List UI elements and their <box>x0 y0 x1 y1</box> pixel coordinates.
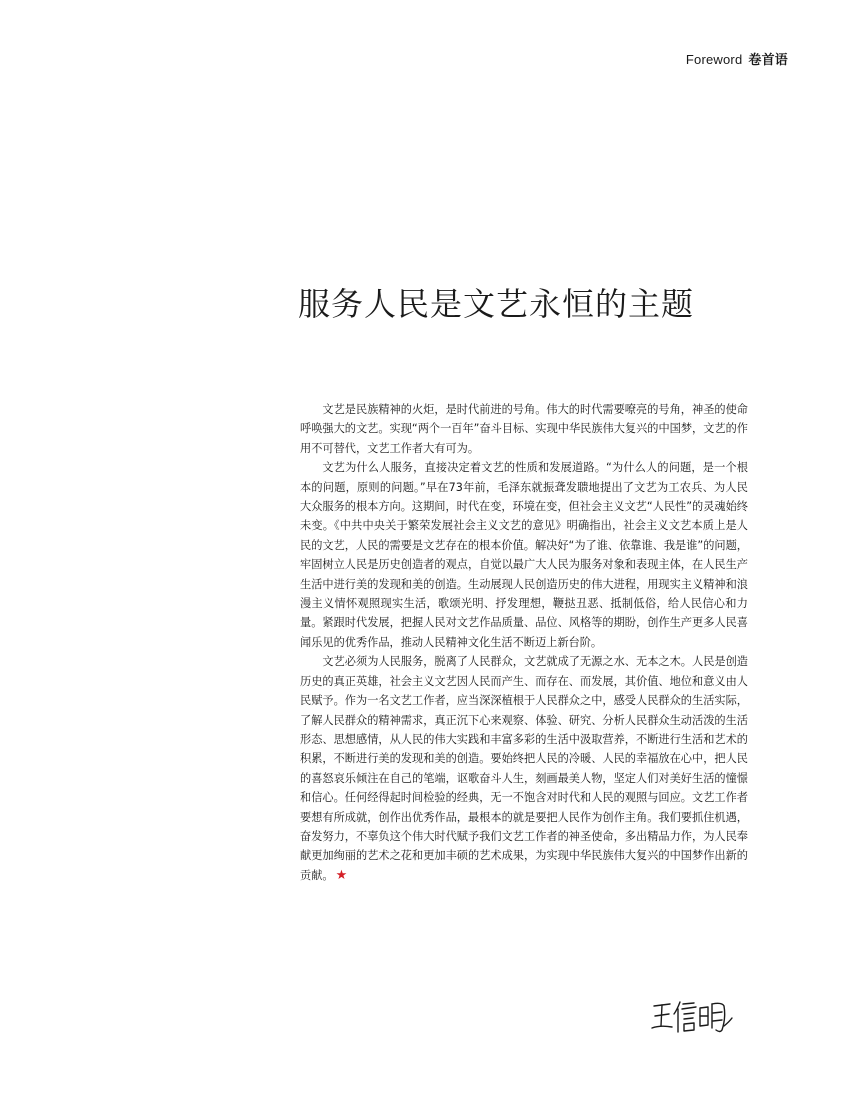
section-label-en: Foreword <box>685 52 743 67</box>
paragraph: 文艺是民族精神的火炬，是时代前进的号角。伟大的时代需要嘹亮的号角，神圣的使命呼唤强大的文艺。实现“两个一百年”奋斗目标、实现中华民族伟大复兴的中国梦，文艺的作用不可替代，文艺工作者大有可为。 <box>300 403 748 455</box>
handwritten-signature <box>650 996 734 1036</box>
end-star-icon: ★ <box>335 867 348 883</box>
article-body <box>300 400 748 885</box>
paragraph: 文艺为什么人服务，直接决定着文艺的性质和发展道路。“为什么人的问题，是一个根本的问题，原则的问题。”早在73年前，毛泽东就振聋发聩地提出了文艺为工农兵、为人民大众服务的根本方向。这期间，时代在变，环境在变，但社会主义文艺“人民性”的灵魂始终未变。《中共中央关于繁荣发展社会主义文艺的意见》明确指出，社会主义文艺本质上是人民的文艺，人民的需要是文艺存在的根本价值。解决好“为了谁、依靠谁、我是谁”的问题，牢固树立人民是历史创造者的观点，自觉以最广大人民为服务对象和表现主体，在人民生产生活中进行美的发现和美的创造。生动展现人民创造历史的伟大进程，用现实主义精神和浪漫主义情怀观照现实生活，歌颂光明、抒发理想，鞭挞丑恶、抵制低俗，给人民信心和力量。紧跟时代发展，把握人民对文艺作品质量、品位、风格等的期盼，创作生产更多人民喜闻乐见的优秀作品，推动人民精神文化生活不断迈上新台阶。 <box>300 461 748 649</box>
section-label-zh: 卷首语 <box>748 52 788 67</box>
running-header <box>686 49 788 68</box>
paragraph <box>300 652 748 885</box>
paragraph-text: 文艺必须为人民服务，脱离了人民群众，文艺就成了无源之水、无本之木。人民是创造历史的真正英雄，社会主义文艺因人民而产生、而存在、而发展，其价值、地位和意义由人民赋予。作为一名文艺工作者，应当深深植根于人民群众之中，感受人民群众的生活实际，了解人民群众的精神需求，真正沉下心来观察、体验、研究、分析人民群众生动活泼的生活形态、思想感情，从人民的伟大实践和丰富多彩的生活中汲取营养，不断进行生活和艺术的积累，不断进行美的发现和美的创造。要始终把人民的冷暖、人民的幸福放在心中，把人民的喜怒哀乐倾注在自己的笔端，讴歌奋斗人生，刻画最美人物，坚定人们对美好生活的憧憬和信心。任何经得起时间检验的经典，无一不饱含对时代和人民的观照与回应。文艺工作者要想有所成就，创作出优秀作品，最根本的就是要把人民作为创作主角。我们要抓住机遇，奋发努力，不辜负这个伟大时代赋予我们文艺工作者的神圣使命，多出精品力作，为人民奉献更加绚丽的艺术之花和更加丰硕的艺术成果，为实现中华民族伟大复兴的中国梦作出新的贡献。 <box>300 655 748 882</box>
page-title: 服务人民是文艺永恒的主题 <box>298 285 695 323</box>
